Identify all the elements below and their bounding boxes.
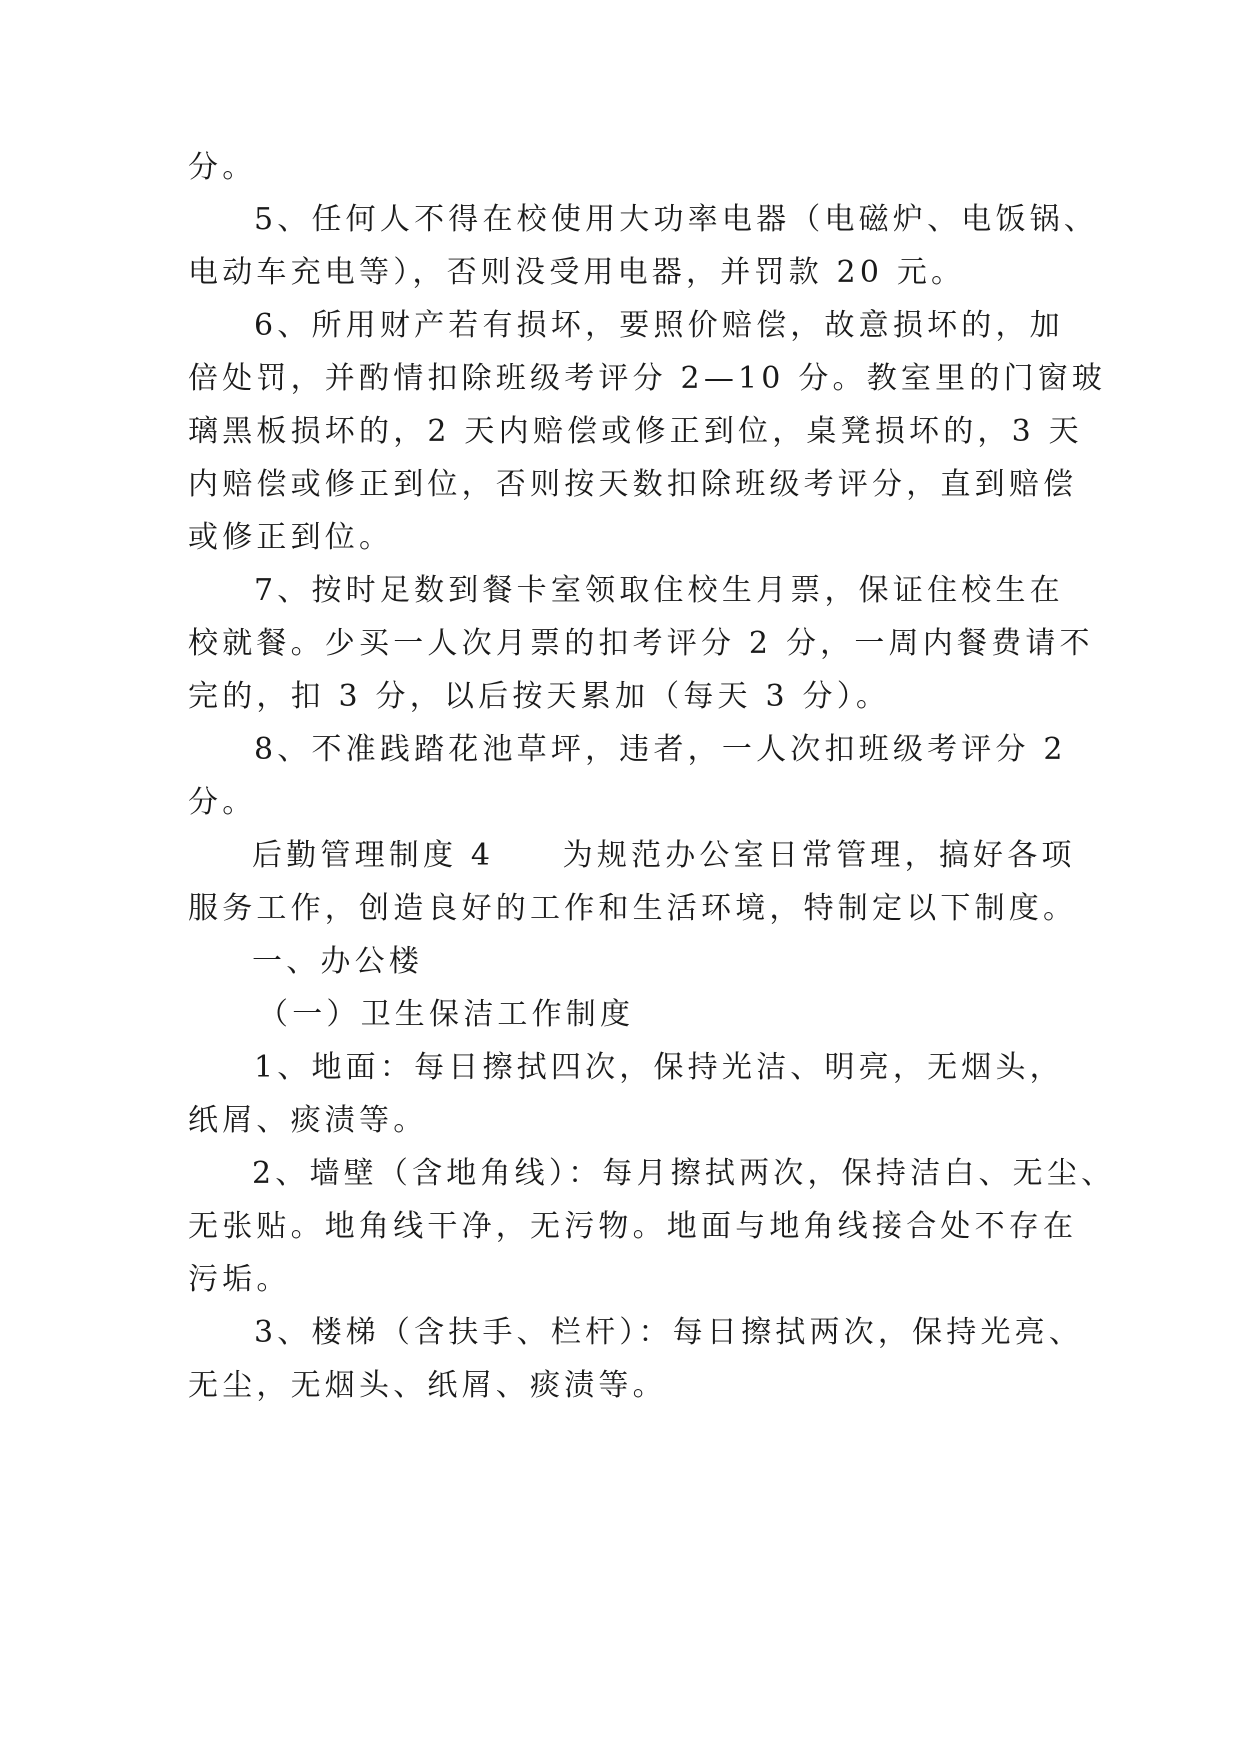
text-line: 纸屑、痰渍等。 (188, 1103, 428, 1138)
text-line: 无尘，无烟头、纸屑、痰渍等。 (188, 1368, 667, 1403)
text-line: 7、按时足数到餐卡室领取住校生月票，保证住校生在 (254, 573, 1064, 608)
text-line: 2、墙壁（含地角线）：每月擦拭两次，保持洁白、无尘、 (252, 1156, 1116, 1191)
text-line: 8、不准践踏花池草坪，违者，一人次扣班级考评分 2 (254, 732, 1067, 767)
text-line: 1、地面：每日擦拭四次，保持光洁、明亮，无烟头， (254, 1050, 1064, 1085)
section-heading-line: 后勤管理制度 4 为规范办公室日常管理，搞好各项 (252, 838, 1076, 873)
subsection-title: （一）卫生保洁工作制度 (258, 997, 635, 1032)
text-line: 电动车充电等），否则没受用电器，并罚款 20 元。 (188, 255, 966, 290)
text-line: 分。 (188, 785, 257, 820)
text-line: 分。 (188, 150, 257, 185)
section-title: 一、办公楼 (252, 944, 423, 979)
text-line: 无张贴。地角线干净，无污物。地面与地角线接合处不存在 (188, 1209, 1078, 1244)
text-line: 完的，扣 3 分，以后按天累加（每天 3 分）。 (188, 679, 891, 714)
text-line: 5、任何人不得在校使用大功率电器（电磁炉、电饭锅、 (254, 202, 1099, 237)
text-line: 璃黑板损坏的，2 天内赔偿或修正到位，桌凳损坏的，3 天 (188, 414, 1083, 449)
text-line: 3、楼梯（含扶手、栏杆）：每日擦拭两次，保持光亮、 (254, 1315, 1084, 1350)
text-line: 服务工作，创造良好的工作和生活环境，特制定以下制度。 (188, 891, 1078, 926)
text-line: 内赔偿或修正到位，否则按天数扣除班级考评分，直到赔偿 (188, 467, 1078, 502)
text-line: 倍处罚，并酌情扣除班级考评分 2—10 分。教室里的门窗玻 (188, 361, 1107, 396)
text-line: 6、所用财产若有损坏，要照价赔偿，故意损坏的，加 (254, 308, 1064, 343)
text-line: 或修正到位。 (188, 520, 394, 555)
text-line: 校就餐。少买一人次月票的扣考评分 2 分，一周内餐费请不 (188, 626, 1094, 661)
text-line: 污垢。 (188, 1262, 291, 1297)
